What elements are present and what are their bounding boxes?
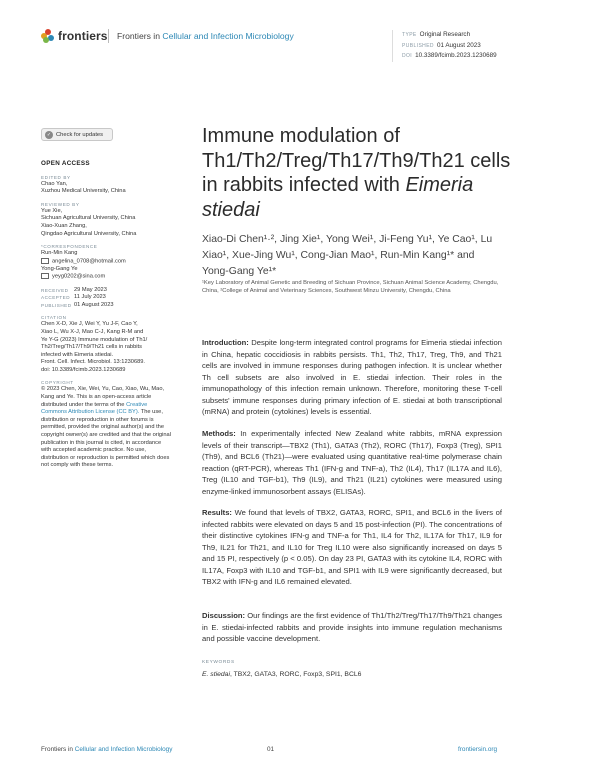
brand-name: frontiers: [58, 29, 108, 43]
affiliations: ¹Key Laboratory of Animal Genetic and Breeding of Sichuan Province, Sichuan Animal Science Academy, Chengdu, China, ²College of Animal and Veterinary Sciences, Southwest Minzu University, Chengdu, China: [202, 280, 499, 294]
reviewer-name: Yue Xie,: [41, 207, 63, 214]
article-title: Immune modulation of Th1/Th2/Treg/Th17/Th9/Th21 cells in rabbits infected with Eimeria stiedai: [202, 125, 511, 221]
copyright-text: © 2023 Chen, Xie, Wei, Yu, Cao, Xiao, Wu, Mao, Kang and Ye. This is an open-access article distributed under the terms of the Creative Commons Attribution License (CC BY). The use, distribution or reproduction in other forums is permitted, provided the original author(s) and the copyright owner(s) are credited and that the original publication in this journal is cited, in accordance with accepted academic practice. No use, distribution or reproduction is permitted which does not comply with these terms.: [41, 386, 171, 469]
abstract-results: Results: We found that levels of TBX2, GATA3, RORC, SPI1, and BCL6 in the livers of infected rabbits were elevated on days 5 and 15 post-infection (PI). The concentrations of their distinctive cytokines IFN-g and TNF-a for Th1, IL4 for Th2, IL17A for Th17, IL9 for Th9, IL21 for Th21, and IL10 for Treg IL10 were also significantly increased on days 5 and 15 PI, respectively (p < 0.05). On day 23 PI, GATA3 with its cytokine IL4, RORC with IL17A, Foxp3 with IL10 and TGF-b1, and SPI1 with IL9 were significantly decreased, but TBX2 with IFN-g and IL6 remained elevated.: [202, 508, 502, 586]
license-link[interactable]: Creative Commons Attribution License (CC BY).: [41, 401, 148, 416]
article-meta: TYPE Original Research PUBLISHED 01 August 2023 DOI 10.3389/fcimb.2023.1230689: [392, 30, 497, 62]
published-date: 01 August 2023: [436, 41, 481, 49]
header-divider: [108, 29, 109, 43]
keywords: E. stiedai, TBX2, GATA3, RORC, Foxp3, SPI1, BCL6: [202, 671, 362, 678]
keywords-label: KEYWORDS: [202, 660, 235, 665]
author-list: Xiao-Di Chen¹·², Jing Xie¹, Yong Wei¹, Ji-Feng Yu¹, Ye Cao¹, Lu Xiao¹, Xue-Jing Wu¹, Cong-Jian Mao¹, Run-Min Kang¹* and Yong-Gang Ye¹*: [202, 234, 493, 278]
email-link[interactable]: angelina_0708@hotmail.com: [52, 258, 126, 265]
email-link[interactable]: yeyg0202@sina.com: [52, 273, 106, 280]
editor-name: Chao Yan,: [41, 180, 68, 187]
citation: Chen X-D, Xie J, Wei Y, Yu J-F, Cao Y, Xiao L, Wu X-J, Mao C-J, Kang R-M and Ye Y-G (2023) Immune modulation of Th1/ Th2/Treg/Th17/Th9/Th21 cells in rabbits infected with Eimeria stiedai. Front. Cell. Infect. Microbiol. 13:1230689. doi: 10.3389/fcimb.2023.1230689: [41, 321, 148, 373]
frontiers-logo[interactable]: [41, 29, 108, 43]
reviewer-name: Xiao-Xuan Zhang,: [41, 222, 87, 229]
mail-icon: [41, 273, 49, 279]
open-access-label: OPEN ACCESS: [41, 160, 90, 167]
page-number: 01: [267, 746, 275, 753]
doi[interactable]: 10.3389/fcimb.2023.1230689: [415, 52, 497, 59]
abstract-introduction: Introduction: Despite long-term integrated control programs for Eimeria stiedai infection in China, hepatic coccidiosis in rabbits persists. Th1, Th2, Th17, Treg, Th9, and Th21 cells are involved in immune responses during pathogen infection. It is unclear whether Th cell subsets are also involved in E. stiedai infection. Their roles in the immunopathology of this infection remain unknown. Therefore, monitoring these T-cell subsets' immune responses during primary infection of E. stiedai at both transcriptional (mRNA) and protein (cytokines) levels is essential.: [202, 338, 502, 416]
frontiers-logo-icon: [41, 29, 55, 43]
footer-journal[interactable]: Frontiers in Cellular and Infection Microbiology: [41, 746, 173, 753]
abstract-methods: Methods: In experimentally infected New Zealand white rabbits, mRNA expression levels of their transcript—TBX2 (Th1), GATA3 (Th2), RORC (Th17), Foxp3 (Treg), SPI1 (Th9), and BCL6 (Th21)—were evaluated using quantitative real-time polymerase chain reaction (qRT-PCR), whereas Th1 (IFN-g and TNF-a), Th2 (IL4), Th17 (IL17A and IL6), Treg (IL10 and TGF-b1), Th9 (IL9), and Th21 (IL21) cytokines were measured using enzyme-linked immunosorbent assays (ELISAs).: [202, 429, 502, 496]
received-date: 29 May 2023: [74, 286, 107, 293]
abstract-discussion: Discussion: Our findings are the first evidence of Th1/Th2/Treg/Th17/Th9/Th21 changes in E. stiedai-infected rabbits and provide insights into immune regulation mechanisms and possible vaccine development.: [202, 611, 502, 643]
journal-name[interactable]: Frontiers in Cellular and Infection Microbiology: [117, 31, 294, 41]
mail-icon: [41, 258, 49, 264]
updates-icon: ✓: [46, 131, 52, 138]
published-date: 01 August 2023: [74, 301, 114, 308]
accepted-date: 11 July 2023: [74, 294, 106, 301]
article-type: Original Research: [419, 31, 471, 38]
site-link[interactable]: frontiersin.org: [458, 746, 498, 753]
sidebar-info: OPEN ACCESS EDITED BY Chao Yan, Xuzhou Medical University, China REVIEWED BY Yue Xie, Sichuan Agricultural University, China Xiao-Xuan Zhang, Qingdao Agricultural University, China *CORRESPONDENCE Run-Min Kang angelina_0708@hotmail.com Yong-Gang Ye yeyg0202@sina.com RECEIVED 29 May 2023 ACCEPTED 11 July 2023 PUBLISHED 01 August 2023 CITATION Chen X-D, Xie J, Wei Y, Yu J-F, Cao Y, Xiao L, Wu X-J, Mao C-J, Kang R-M and Ye Y-G (2023) Immune modulation of Th1/ Th2/Treg/Th17/Th9/Th21 cells in rabbits infected with Eimeria stiedai. Front. Cell. Infect. Microbiol. 13:1230689. doi: 10.3389/fcimb.2023.1230689 COPYRIGHT © 2023 Chen, Xie, Wei, Yu, Cao, Xiao, Wu, Mao, Kang and Ye. This is an open-access article distributed under the terms of the Creative Commons Attribution License (CC BY). The use, distribution or reproduction in other forums is permitted, provided the original author(s) and the copyright owner(s) are credited and that the original publication in this journal is cited, in accordance with accepted academic practice. No use, distribution or reproduction is permitted which does not comply with these terms.: [41, 160, 176, 470]
check-for-updates-button[interactable]: ✓ Check for updates: [41, 128, 113, 141]
